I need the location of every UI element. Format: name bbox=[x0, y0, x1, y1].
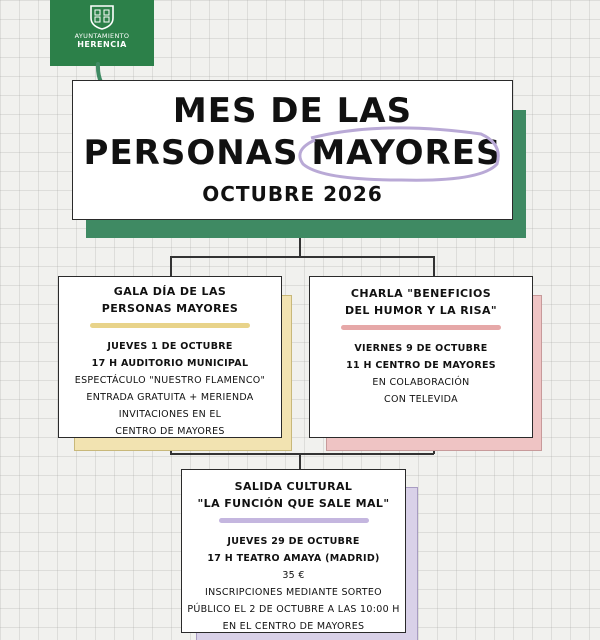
connector-line bbox=[299, 238, 301, 256]
title-underline bbox=[341, 325, 501, 330]
event-title-line-2: DEL HUMOR Y LA RISA" bbox=[344, 304, 498, 317]
highlight-oval-icon bbox=[291, 124, 505, 186]
event-detail: CON TELEVIDA bbox=[384, 394, 458, 405]
event-detail: EN EL CENTRO DE MAYORES bbox=[222, 621, 365, 632]
page-title-line-2: PERSONAS MAYORES bbox=[83, 133, 502, 173]
title-underline bbox=[219, 518, 369, 523]
event-detail: INSCRIPCIONES MEDIANTE SORTEO bbox=[205, 587, 382, 598]
connector-line bbox=[170, 256, 172, 276]
title-underline bbox=[90, 323, 250, 328]
title-box bbox=[72, 80, 513, 220]
event-title-line-2: PERSONAS MAYORES bbox=[101, 302, 239, 315]
connector-line bbox=[170, 453, 434, 455]
event-card-gala bbox=[58, 276, 282, 438]
event-date: JUEVES 1 DE OCTUBRE bbox=[107, 341, 233, 352]
event-card-charla bbox=[309, 276, 533, 438]
event-title-line-1: SALIDA CULTURAL bbox=[234, 480, 353, 493]
event-time-place: 11 H CENTRO DE MAYORES bbox=[346, 360, 496, 371]
logo-line-1: AYUNTAMIENTO bbox=[74, 32, 130, 40]
event-detail: 35 € bbox=[282, 570, 305, 581]
connector-line bbox=[433, 256, 435, 276]
page-subtitle: OCTUBRE 2026 bbox=[202, 182, 383, 206]
event-title-line-1: GALA DÍA DE LAS bbox=[113, 285, 227, 298]
logo-line-2: HERENCIA bbox=[77, 40, 127, 49]
connector-line bbox=[299, 453, 301, 469]
event-detail: ESPECTÁCULO "NUESTRO FLAMENCO" bbox=[74, 375, 266, 386]
event-title-line-2: "LA FUNCIÓN QUE SALE MAL" bbox=[197, 497, 390, 510]
connector-line bbox=[170, 256, 434, 258]
town-logo bbox=[50, 0, 154, 66]
event-time-place: 17 H AUDITORIO MUNICIPAL bbox=[91, 358, 249, 369]
event-detail: PÚBLICO EL 2 DE OCTUBRE A LAS 10:00 H bbox=[187, 604, 400, 615]
event-time-place: 17 H TEATRO AMAYA (MADRID) bbox=[207, 553, 380, 564]
event-card-salida bbox=[181, 469, 406, 633]
event-detail: CENTRO DE MAYORES bbox=[115, 426, 225, 437]
page-title-line-1: MES DE LAS bbox=[172, 91, 413, 131]
event-detail: EN COLABORACIÓN bbox=[372, 377, 470, 388]
event-detail: INVITACIONES EN EL bbox=[118, 409, 222, 420]
event-date: JUEVES 29 DE OCTUBRE bbox=[227, 536, 360, 547]
town-crest-icon bbox=[88, 4, 116, 30]
event-title-line-1: CHARLA "BENEFICIOS bbox=[350, 287, 492, 300]
event-date: VIERNES 9 DE OCTUBRE bbox=[354, 343, 488, 354]
event-detail: ENTRADA GRATUITA + MERIENDA bbox=[86, 392, 254, 403]
